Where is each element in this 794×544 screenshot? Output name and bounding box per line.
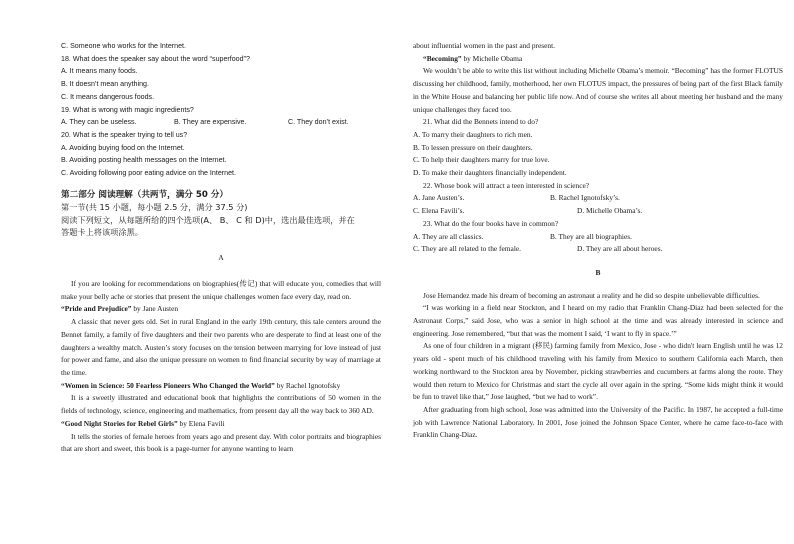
book-entry bbox=[61, 380, 381, 393]
passage-paragraph: “I was working in a field near Stockton, and I heard on my radio that Franklin Chang-Diaz had been selected for the Astronaut Corps,” said Jose, who was a senior in high school at the time and was already interested in science and engineering. Jose remembered, “but that was the moment I said, ‘I want to fly in space.’” bbox=[413, 303, 783, 338]
option-c: C. They don’t exist. bbox=[288, 118, 349, 127]
question-23-options bbox=[413, 231, 783, 244]
option-d: D. Michelle Obama’s. bbox=[577, 206, 643, 216]
book-author: by Jane Austen bbox=[131, 304, 179, 314]
option-a: A. They can be useless. bbox=[61, 118, 137, 127]
passage-label: B bbox=[595, 267, 601, 277]
list-item: A. It means many foods. bbox=[61, 67, 138, 76]
question-23-options bbox=[413, 243, 783, 256]
option-d: D. They are all about heroes. bbox=[577, 244, 663, 254]
question-22-options bbox=[413, 205, 783, 218]
book-title: “Pride and Prejudice” bbox=[61, 304, 132, 314]
list-item: C. Someone who works for the Internet. bbox=[61, 42, 186, 50]
book-title: “Becoming” bbox=[423, 53, 462, 63]
passage-paragraph: Jose Hernandez made his dream of becoming an astronaut a reality and he did so despite unbelievable difficulties. bbox=[423, 290, 760, 300]
book-entry bbox=[61, 418, 381, 431]
continued-text: about influential women in the past and present. bbox=[413, 41, 556, 50]
section-title: 第一节(共 15 小题，每小题 2.5 分，满分 37.5 分) bbox=[61, 202, 248, 213]
option-a: A. They are all classics. bbox=[413, 231, 484, 241]
list-item: D. To make their daughters financially independent. bbox=[413, 168, 567, 178]
question-22-options bbox=[413, 192, 783, 205]
passage-intro: If you are looking for recommendations on biographies(传记) that will educate you, comedies that will make your belly ache or stories that present the unique challenges women face every day, read on. bbox=[61, 279, 381, 301]
list-item: B. It doesn’t mean anything. bbox=[61, 80, 149, 89]
option-b: B. They are all biographies. bbox=[550, 231, 632, 241]
book-description: A classic that never gets old. Set in rural England in the early 19th century, this tale centers around the Bennet family, a family of five daughters and their two parents who are desperate to find at least one of the daughters a wealthy match. Austen’s story focuses on the tension between marrying for love instead of just for power and fame, and also the unique pressure on women to find financial security by way of marriage at the time. bbox=[61, 317, 381, 377]
part-title: 第二部分 阅读理解（共两节，满分 50 分） bbox=[61, 189, 229, 200]
option-c: C. They are all related to the female. bbox=[413, 244, 522, 254]
question-20: 20. What is the speaker trying to tell us? bbox=[61, 130, 188, 139]
option-c: C. Elena Favili’s. bbox=[413, 206, 465, 216]
book-title: “Good Night Stories for Rebel Girls” bbox=[61, 418, 178, 428]
instructions-line: 答题卡上将该项涂黑。 bbox=[61, 226, 143, 237]
passage-paragraph: As one of four children in a migrant (移民) farming family from Mexico, Jose - who didn't learn English until he was 12 years old - spent much of his childhood traveling with his family from Mexico to southern California each March, then working northward to the Stockton area by November, picking strawberries and cucumbers at farms along the route. They would then return to Mexico for Christmas and start the cycle all over again in the spring. “Some kids might think it would be fun to travel like that,” Jose laughed, “but we had to work”. bbox=[413, 341, 783, 402]
question-18: 18. What does the speaker say about the word “superfood”? bbox=[61, 54, 250, 63]
passage-label: A bbox=[218, 253, 224, 263]
book-author: by Elena Favili bbox=[177, 418, 225, 428]
book-description: We wouldn’t be able to write this list without including Michelle Obama’s memoir. “Becoming” has the former FLOTUS discussing her childhood, family, motherhood, her own FLOTUS impact, the pressures of being part of the first Black family in the White House and balancing her public life now. And of course she writes all about meeting her husband and the many unique challenges they faced too. bbox=[413, 66, 783, 114]
listening-questions bbox=[61, 40, 381, 180]
list-item: B. To lessen pressure on their daughters. bbox=[413, 142, 533, 152]
list-item: A. To marry their daughters to rich men. bbox=[413, 129, 533, 139]
question-22: 22. Whose book will attract a teen interested in science? bbox=[423, 180, 590, 190]
list-item: C. It means dangerous foods. bbox=[61, 92, 155, 101]
instructions-line: 阅读下列短文，从每题所给的四个选项(A、 B、 C 和 D)中，选出最佳选项，并在 bbox=[61, 214, 355, 225]
list-item: B. Avoiding posting health messages on the Internet. bbox=[61, 156, 227, 165]
book-author: by Michelle Obama bbox=[461, 53, 523, 63]
option-a: A. Jane Austen’s. bbox=[413, 193, 465, 203]
book-author: by Rachel Ignotofsky bbox=[274, 380, 341, 390]
question-19: 19. What is wrong with magic ingredients? bbox=[61, 105, 194, 114]
list-item: C. To help their daughters marry for true love. bbox=[413, 155, 550, 165]
book-entry bbox=[61, 303, 381, 316]
option-b: B. They are expensive. bbox=[174, 118, 247, 127]
option-b: B. Rachel Ignotofsky’s. bbox=[550, 193, 620, 203]
question-19-options bbox=[61, 116, 381, 129]
book-title: “Women in Science: 50 Fearless Pioneers Who Changed the World” bbox=[61, 380, 275, 390]
list-item: C. Avoiding following poor eating advice on the Internet. bbox=[61, 169, 236, 178]
book-description: It tells the stories of female heroes from years ago and present day. With color portraits and biographies that are short and sweet, this book is a page-turner for anyone wanting to learn bbox=[61, 431, 381, 454]
left-column bbox=[61, 40, 381, 456]
passage-paragraph: After graduating from high school, Jose was admitted into the University of the Pacific. In 1987, he accepted a full-time job with Lawrence National Laboratory. In 2001, Jose joined the Johnson Space Center, where he came face-to-face with Franklin Chang-Diaz. bbox=[413, 404, 783, 440]
right-column bbox=[413, 40, 783, 442]
reading-section-header bbox=[61, 189, 381, 239]
book-entry bbox=[413, 53, 783, 66]
question-21: 21. What did the Bennets intend to do? bbox=[423, 117, 539, 127]
book-description: It is a sweetly illustrated and educational book that highlights the contributions of 50 women in the fields of technology, science, engineering and mathematics, from present day all the way back to 360 AD. bbox=[61, 393, 381, 416]
list-item: A. Avoiding buying food on the Internet. bbox=[61, 143, 185, 152]
question-23: 23. What do the four books have in common? bbox=[423, 218, 559, 228]
